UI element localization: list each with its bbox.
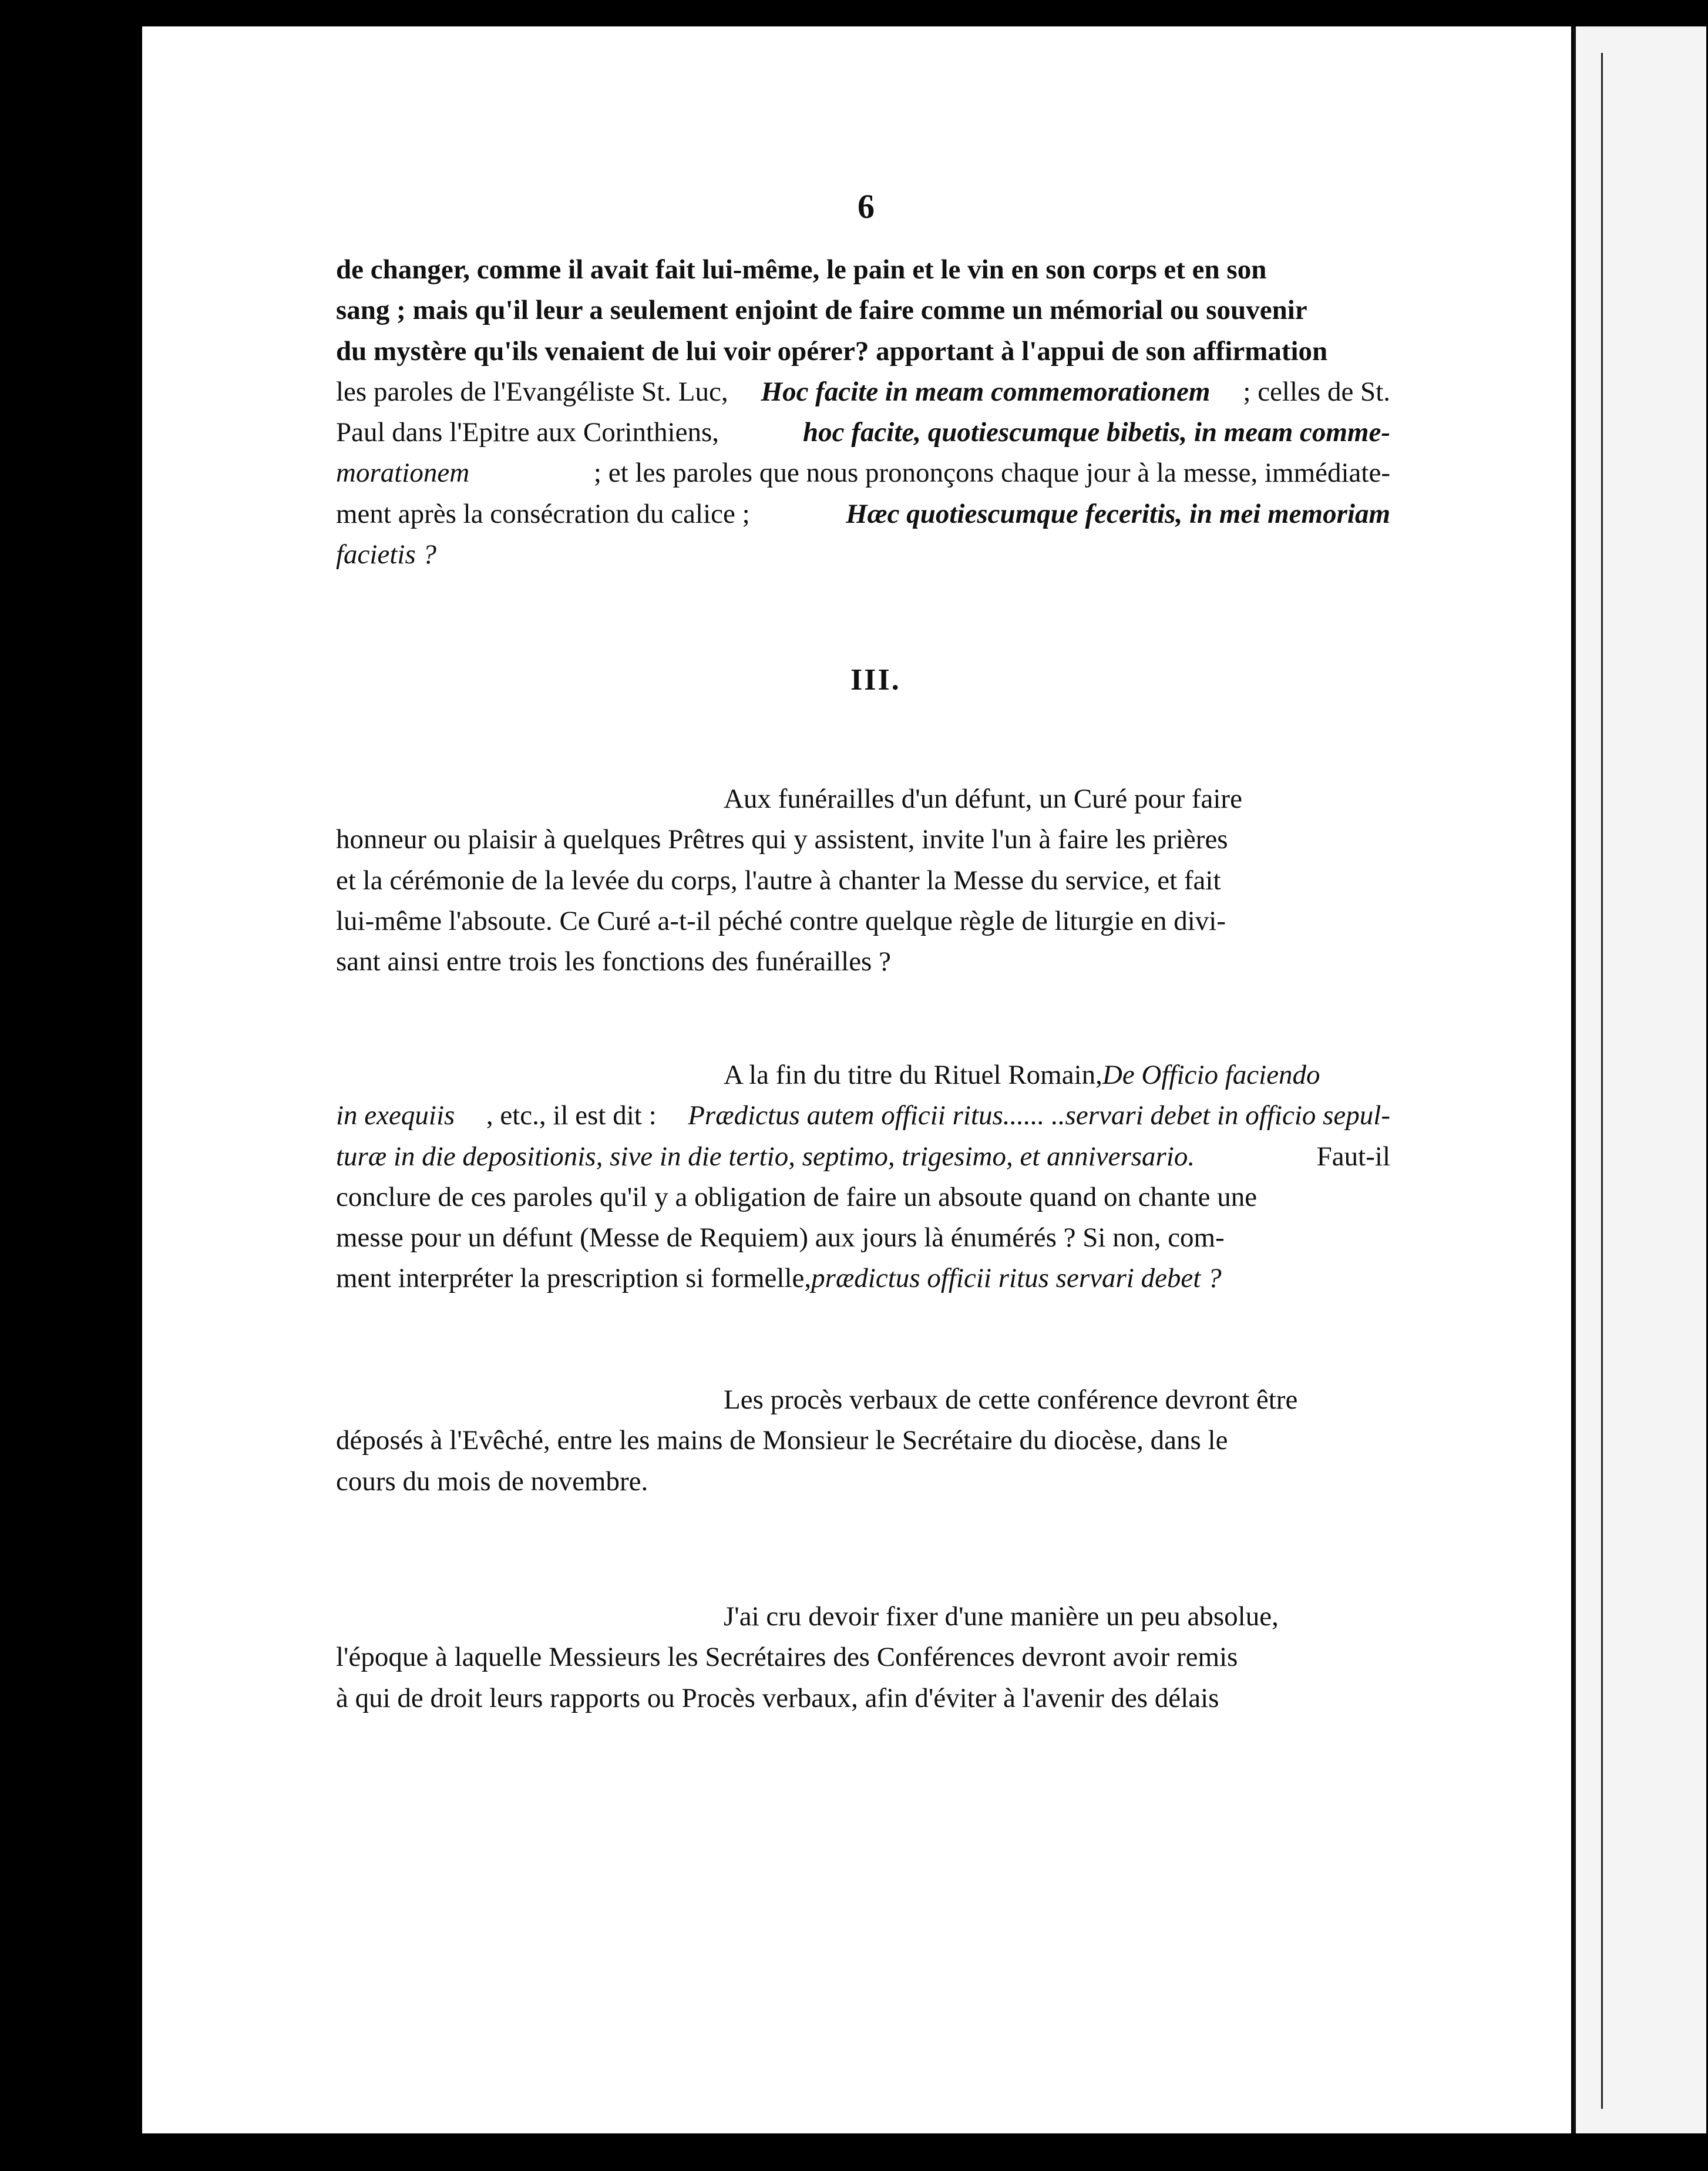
text-line <box>336 535 1390 575</box>
text-line <box>336 412 1390 453</box>
text-line: déposés à l'Evêché, entre les mains de Monsieur le Secrétaire du diocèse, dans le <box>336 1425 1228 1456</box>
text-line: à qui de droit leurs rapports ou Procès verbaux, afin d'éviter à l'avenir des délais <box>336 1682 1219 1713</box>
text-line: de changer, comme il avait fait lui-même, le pain et le vin en son corps et en son <box>336 254 1267 285</box>
text-line: J'ai cru devoir fixer d'une manière un peu absolue, <box>724 1601 1279 1632</box>
text-line: l'époque à laquelle Messieurs les Secrétaires des Conférences devront avoir remis <box>336 1642 1238 1673</box>
text-line <box>336 1095 1390 1136</box>
page-number: 6 <box>858 187 875 226</box>
text-span: , etc., il est dit : <box>486 1100 657 1131</box>
text-line: du mystère qu'ils venaient de lui voir opérer? apportant à l'appui de son affirmation <box>336 335 1328 367</box>
text-line: sant ainsi entre trois les fonctions des funérailles ? <box>336 946 891 977</box>
text-line: conclure de ces paroles qu'il y a obligation de faire un absoute quand on chante une <box>336 1181 1258 1212</box>
question-paragraph <box>336 1055 1390 1299</box>
page-fold-line <box>1601 53 1603 2109</box>
text-line: lui-même l'absoute. Ce Curé a-t-il péché contre quelque règle de liturgie en divi- <box>336 905 1226 936</box>
latin-quote: in exequiis <box>336 1100 455 1131</box>
section-heading: III. <box>850 663 901 697</box>
text-span: Paul dans l'Epitre aux Corinthiens, <box>336 417 719 448</box>
text-span: les paroles de l'Evangéliste St. Luc, <box>336 376 728 407</box>
text-line: Aux funérailles d'un défunt, un Curé pour faire <box>724 784 1242 814</box>
text-line <box>336 1055 1390 1095</box>
text-line <box>336 453 1390 493</box>
text-line: sang ; mais qu'il leur a seulement enjoint de faire comme un mémorial ou souvenir <box>336 295 1307 326</box>
latin-quote: Prædictus autem officii ritus...... ..servari debet in officio sepul- <box>688 1100 1390 1131</box>
text-line: cours du mois de novembre. <box>336 1466 648 1497</box>
latin-quote: De Officio faciendo <box>1102 1060 1320 1090</box>
question-paragraph <box>336 779 1390 982</box>
text-span: ; celles de St. <box>1243 376 1390 407</box>
text-span: ment interpréter la prescription si formelle, <box>336 1263 812 1294</box>
text-line <box>336 494 1390 535</box>
latin-quote: Hæc quotiescumque feceritis, in mei memoriam <box>846 498 1390 529</box>
latin-quote: prædictus officii ritus servari debet ? <box>811 1263 1222 1294</box>
text-line: honneur ou plaisir à quelques Prêtres qui y assistent, invite l'un à faire les prières <box>336 824 1228 855</box>
paragraph-continuation <box>336 250 1390 575</box>
text-span: ment après la consécration du calice ; <box>336 498 750 529</box>
text-line <box>336 1258 1390 1299</box>
text-line <box>336 372 1390 412</box>
text-span: ; et les paroles que nous prononçons chaque jour à la messe, immédiate- <box>593 458 1390 489</box>
latin-quote: turæ in die depositionis, sive in die tertio, septimo, trigesimo, et anniversario. <box>336 1141 1195 1172</box>
latin-quote: Hoc facite in meam commemorationem <box>761 376 1211 407</box>
latin-quote: hoc facite, quotiescumque bibetis, in meam comme- <box>803 417 1390 448</box>
text-line <box>336 1137 1390 1177</box>
adjacent-page-edge <box>1573 26 1706 2133</box>
text-line: messe pour un défunt (Messe de Requiem) aux jours là énumérés ? Si non, com- <box>336 1222 1225 1253</box>
latin-quote: morationem <box>336 458 470 489</box>
text-span: A la fin du titre du Rituel Romain, <box>724 1060 1102 1090</box>
latin-quote: facietis ? <box>336 539 436 570</box>
instruction-paragraph <box>336 1597 1390 1719</box>
text-span: Faut-il <box>1316 1141 1390 1172</box>
instruction-paragraph <box>336 1380 1390 1502</box>
text-line: et la cérémonie de la levée du corps, l'autre à chanter la Messe du service, et fait <box>336 865 1221 896</box>
text-line: Les procès verbaux de cette conférence devront être <box>724 1384 1298 1415</box>
